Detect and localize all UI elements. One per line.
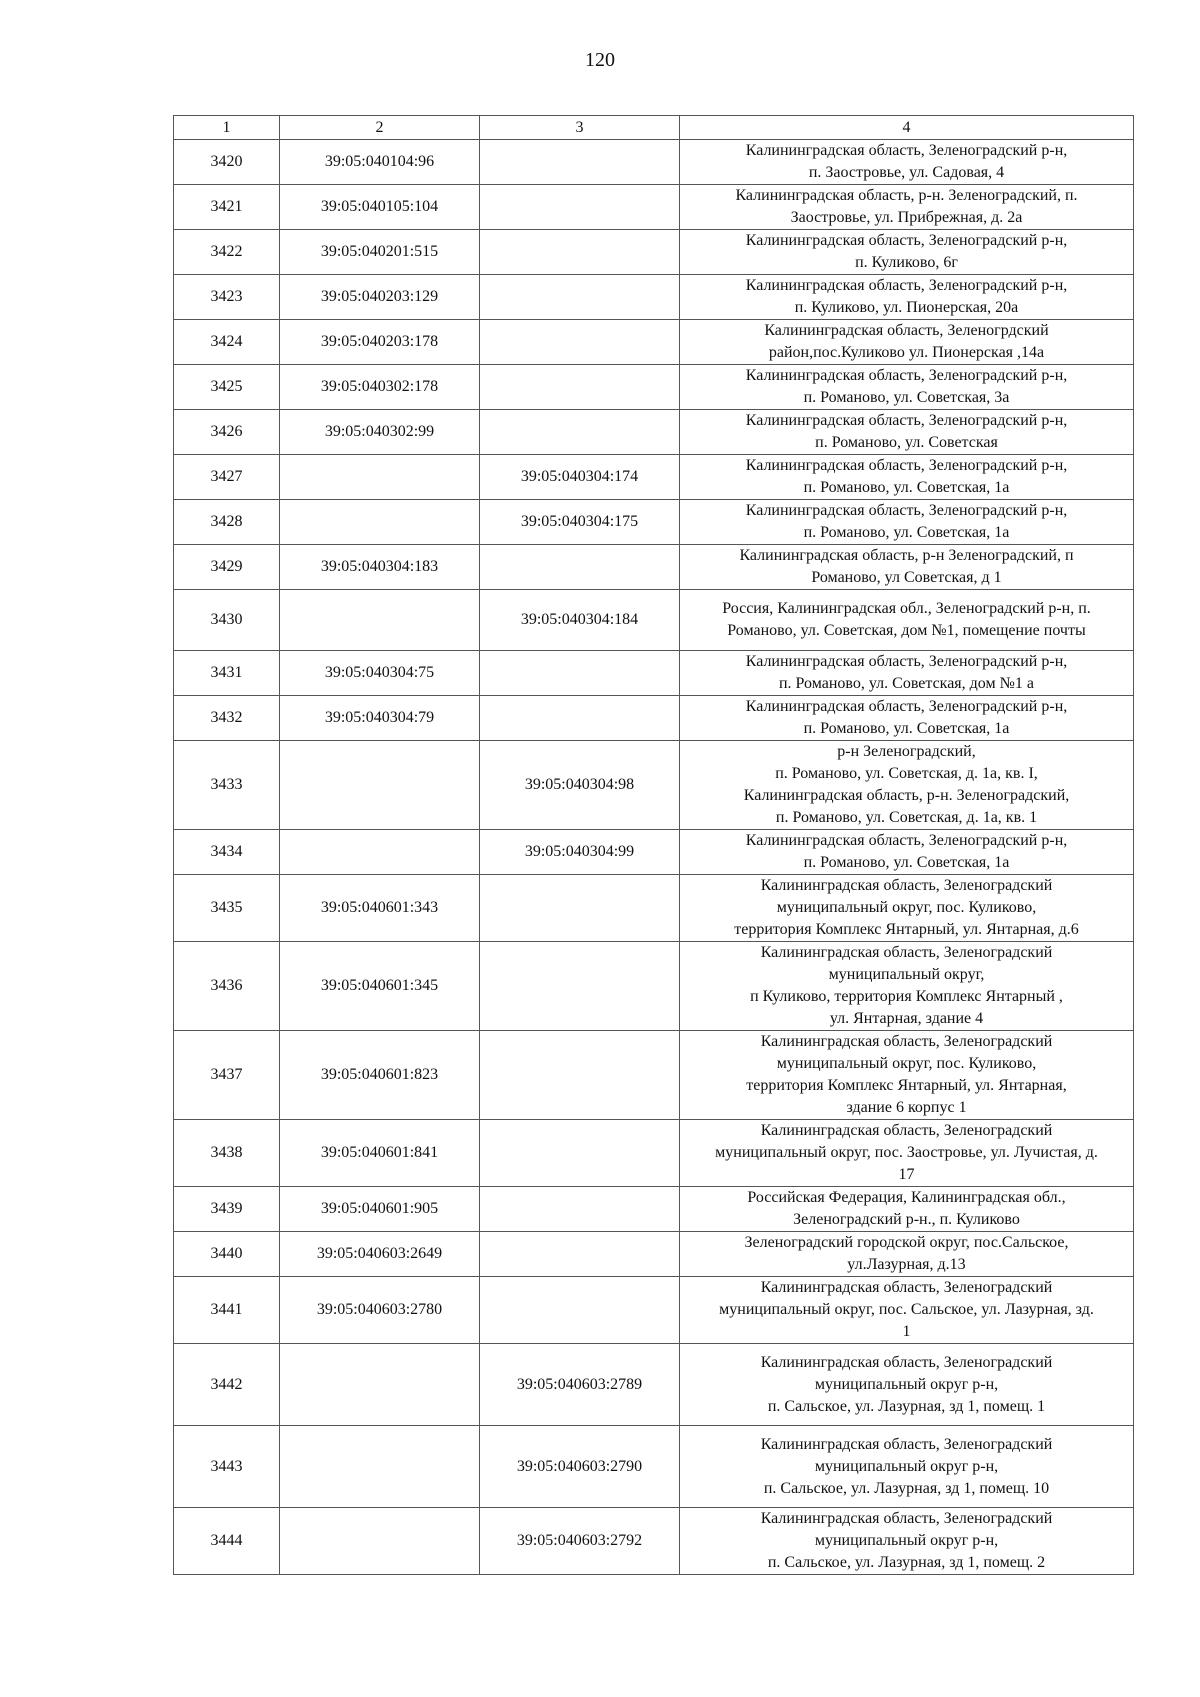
- table-row: [174, 365, 1134, 410]
- row-number-cell: 3429: [174, 545, 280, 590]
- cadastral-number-cell: 39:05:040601:343: [280, 875, 480, 942]
- address-cell: Калининградская область, Зеленоградский р-н, п. Романово, ул. Советская, дом №1 а: [680, 651, 1134, 696]
- header-row: [174, 116, 1134, 140]
- premises-number-cell: [480, 230, 680, 275]
- address-cell: Калининградская область, Зеленоградский р-н, п. Романово, ул. Советская, 1а: [680, 500, 1134, 545]
- address-cell: Калининградская область, Зеленоградский р-н, п. Романово, ул. Советская: [680, 410, 1134, 455]
- premises-number-cell: [480, 651, 680, 696]
- address-cell: Калининградская область, Зеленоградский муниципальный округ р-н, п. Сальское, ул. Лазурная, зд 1, помещ. 2: [680, 1508, 1134, 1575]
- premises-number-cell: 39:05:040304:174: [480, 455, 680, 500]
- cadastral-number-cell: [280, 830, 480, 875]
- column-header-2: 2: [280, 116, 480, 140]
- premises-number-cell: [480, 1232, 680, 1277]
- cadastral-number-cell: [280, 1508, 480, 1575]
- table-row: [174, 1031, 1134, 1120]
- table-row: [174, 696, 1134, 741]
- table-row: [174, 1426, 1134, 1508]
- row-number-cell: 3442: [174, 1344, 280, 1426]
- table-row: [174, 185, 1134, 230]
- column-header-4: 4: [680, 116, 1134, 140]
- table-row: [174, 830, 1134, 875]
- row-number-cell: 3441: [174, 1277, 280, 1344]
- cadastral-number-cell: [280, 1344, 480, 1426]
- table-row: [174, 410, 1134, 455]
- address-cell: Калининградская область, Зеленоградский муниципальный округ, пос. Заостровье, ул. Лучистая, д. 17: [680, 1120, 1134, 1187]
- address-cell: Калининградская область, Зеленоградский р-н, п. Романово, ул. Советская, 3а: [680, 365, 1134, 410]
- cadastral-number-cell: [280, 500, 480, 545]
- column-header-3: 3: [480, 116, 680, 140]
- address-cell: Калининградская область, Зеленоградский муниципальный округ р-н, п. Сальское, ул. Лазурная, зд 1, помещ. 10: [680, 1426, 1134, 1508]
- row-number-cell: 3435: [174, 875, 280, 942]
- address-cell: Калининградская область, Зеленоградский р-н, п. Романово, ул. Советская, 1а: [680, 830, 1134, 875]
- row-number-cell: 3430: [174, 590, 280, 651]
- row-number-cell: 3440: [174, 1232, 280, 1277]
- cadastral-number-cell: 39:05:040203:178: [280, 320, 480, 365]
- row-number-cell: 3420: [174, 140, 280, 185]
- cadastral-number-cell: 39:05:040201:515: [280, 230, 480, 275]
- row-number-cell: 3434: [174, 830, 280, 875]
- row-number-cell: 3426: [174, 410, 280, 455]
- cadastral-number-cell: 39:05:040304:75: [280, 651, 480, 696]
- cadastral-number-cell: 39:05:040105:104: [280, 185, 480, 230]
- address-cell: Калининградская область, Зеленоградский р-н, п. Заостровье, ул. Садовая, 4: [680, 140, 1134, 185]
- row-number-cell: 3437: [174, 1031, 280, 1120]
- table-body: [174, 140, 1134, 1575]
- premises-number-cell: [480, 1120, 680, 1187]
- cadastral-number-cell: 39:05:040601:823: [280, 1031, 480, 1120]
- premises-number-cell: [480, 1277, 680, 1344]
- address-cell: Калининградская область, Зеленоградский р-н, п. Романово, ул. Советская, 1а: [680, 455, 1134, 500]
- cadastral-number-cell: 39:05:040302:178: [280, 365, 480, 410]
- row-number-cell: 3422: [174, 230, 280, 275]
- premises-number-cell: [480, 942, 680, 1031]
- premises-number-cell: 39:05:040304:184: [480, 590, 680, 651]
- table-row: [174, 455, 1134, 500]
- cadastral-number-cell: 39:05:040603:2780: [280, 1277, 480, 1344]
- row-number-cell: 3427: [174, 455, 280, 500]
- address-cell: Калининградская область, Зеленоградский муниципальный округ р-н, п. Сальское, ул. Лазурная, зд 1, помещ. 1: [680, 1344, 1134, 1426]
- table-row: [174, 320, 1134, 365]
- row-number-cell: 3425: [174, 365, 280, 410]
- cadastral-number-cell: [280, 1426, 480, 1508]
- premises-number-cell: [480, 275, 680, 320]
- address-cell: Калининградская область, Зеленоградский муниципальный округ, пос. Куликово, территория Комплекс Янтарный, ул. Янтарная, д.6: [680, 875, 1134, 942]
- address-cell: Калининградская область, р-н. Зеленоградский, п. Заостровье, ул. Прибрежная, д. 2а: [680, 185, 1134, 230]
- registry-table: [173, 115, 1134, 1575]
- cadastral-number-cell: 39:05:040601:345: [280, 942, 480, 1031]
- premises-number-cell: [480, 875, 680, 942]
- cadastral-number-cell: 39:05:040603:2649: [280, 1232, 480, 1277]
- column-header-1: 1: [174, 116, 280, 140]
- premises-number-cell: [480, 140, 680, 185]
- cadastral-number-cell: 39:05:040304:79: [280, 696, 480, 741]
- table-row: [174, 1277, 1134, 1344]
- row-number-cell: 3421: [174, 185, 280, 230]
- row-number-cell: 3424: [174, 320, 280, 365]
- table-row: [174, 651, 1134, 696]
- row-number-cell: 3433: [174, 741, 280, 830]
- premises-number-cell: 39:05:040304:99: [480, 830, 680, 875]
- premises-number-cell: [480, 1031, 680, 1120]
- address-cell: Калининградская область, Зеленоградский р-н, п. Романово, ул. Советская, 1а: [680, 696, 1134, 741]
- row-number-cell: 3439: [174, 1187, 280, 1232]
- address-cell: Калининградская область, Зеленоградский муниципальный округ, пос. Куликово, территория Комплекс Янтарный, ул. Янтарная, здание 6 корпус 1: [680, 1031, 1134, 1120]
- table-row: [174, 875, 1134, 942]
- address-cell: Калининградская область, Зеленоградский муниципальный округ, п Куликово, территория Комплекс Янтарный , ул. Янтарная, здание 4: [680, 942, 1134, 1031]
- cadastral-number-cell: [280, 590, 480, 651]
- row-number-cell: 3438: [174, 1120, 280, 1187]
- cadastral-number-cell: 39:05:040601:841: [280, 1120, 480, 1187]
- address-cell: Калининградская область, Зеленогрдский район,пос.Куликово ул. Пионерская ,14а: [680, 320, 1134, 365]
- premises-number-cell: [480, 1187, 680, 1232]
- cadastral-number-cell: 39:05:040304:183: [280, 545, 480, 590]
- table-row: [174, 140, 1134, 185]
- address-cell: р-н Зеленоградский, п. Романово, ул. Советская, д. 1а, кв. I, Калининградская область, р-н. Зеленоградский, п. Романово, ул. Советская, д. 1а, кв. 1: [680, 741, 1134, 830]
- row-number-cell: 3436: [174, 942, 280, 1031]
- premises-number-cell: [480, 365, 680, 410]
- premises-number-cell: 39:05:040304:98: [480, 741, 680, 830]
- row-number-cell: 3444: [174, 1508, 280, 1575]
- address-cell: Зеленоградский городской округ, пос.Сальское, ул.Лазурная, д.13: [680, 1232, 1134, 1277]
- page-number: 120: [585, 49, 615, 71]
- cadastral-number-cell: [280, 741, 480, 830]
- table-row: [174, 230, 1134, 275]
- cadastral-number-cell: [280, 455, 480, 500]
- premises-number-cell: 39:05:040603:2789: [480, 1344, 680, 1426]
- table-row: [174, 1344, 1134, 1426]
- table-row: [174, 545, 1134, 590]
- address-cell: Калининградская область, р-н Зеленоградский, п Романово, ул Советская, д 1: [680, 545, 1134, 590]
- premises-number-cell: 39:05:040304:175: [480, 500, 680, 545]
- cadastral-number-cell: 39:05:040203:129: [280, 275, 480, 320]
- premises-number-cell: [480, 320, 680, 365]
- premises-number-cell: [480, 696, 680, 741]
- table-row: [174, 500, 1134, 545]
- row-number-cell: 3428: [174, 500, 280, 545]
- table-row: [174, 1508, 1134, 1575]
- table-row: [174, 741, 1134, 830]
- table-row: [174, 1187, 1134, 1232]
- row-number-cell: 3423: [174, 275, 280, 320]
- table-row: [174, 1120, 1134, 1187]
- row-number-cell: 3443: [174, 1426, 280, 1508]
- cadastral-number-cell: 39:05:040104:96: [280, 140, 480, 185]
- address-cell: Россия, Калининградская обл., Зеленоградский р-н, п. Романово, ул. Советская, дом №1, помещение почты: [680, 590, 1134, 651]
- cadastral-number-cell: 39:05:040302:99: [280, 410, 480, 455]
- table-row: [174, 942, 1134, 1031]
- address-cell: Российская Федерация, Калининградская обл., Зеленоградский р-н., п. Куликово: [680, 1187, 1134, 1232]
- premises-number-cell: 39:05:040603:2790: [480, 1426, 680, 1508]
- address-cell: Калининградская область, Зеленоградский р-н, п. Куликово, ул. Пионерская, 20а: [680, 275, 1134, 320]
- premises-number-cell: [480, 410, 680, 455]
- row-number-cell: 3432: [174, 696, 280, 741]
- row-number-cell: 3431: [174, 651, 280, 696]
- address-cell: Калининградская область, Зеленоградский муниципальный округ, пос. Сальское, ул. Лазурная, зд. 1: [680, 1277, 1134, 1344]
- table-row: [174, 590, 1134, 651]
- table-row: [174, 1232, 1134, 1277]
- premises-number-cell: [480, 185, 680, 230]
- cadastral-number-cell: 39:05:040601:905: [280, 1187, 480, 1232]
- table-row: [174, 275, 1134, 320]
- premises-number-cell: 39:05:040603:2792: [480, 1508, 680, 1575]
- address-cell: Калининградская область, Зеленоградский р-н, п. Куликово, 6г: [680, 230, 1134, 275]
- premises-number-cell: [480, 545, 680, 590]
